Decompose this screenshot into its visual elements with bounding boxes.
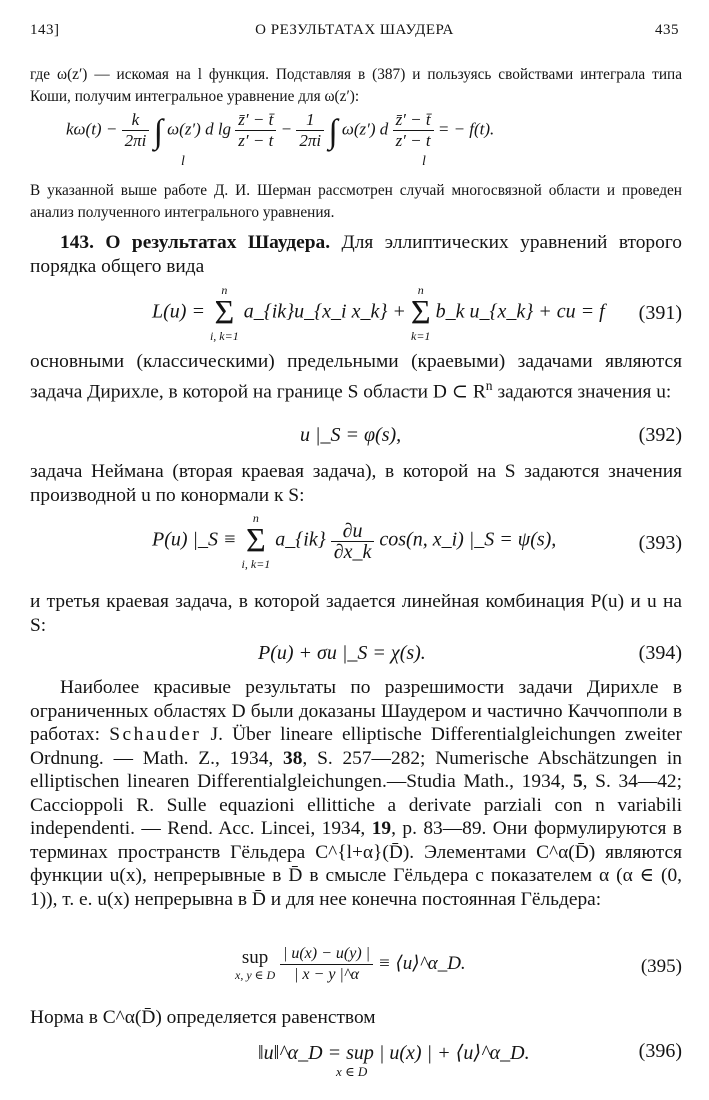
eq391-term1: a_{ik}u_{x_i x_k} + <box>243 300 406 323</box>
frac-denominator: z′ − t <box>395 131 431 150</box>
supremum <box>235 948 275 982</box>
frac-numerator: 1 <box>296 110 324 131</box>
eq394-body: P(u) + σu |_S = χ(s). <box>258 642 426 664</box>
eq392-body: u |_S = φ(s), <box>300 424 402 446</box>
reference-volume: 38 <box>283 747 303 769</box>
sum-lower-limit: k=1 <box>411 329 431 343</box>
equation-392 <box>30 424 682 452</box>
sup-subscript: x, y ∈ D <box>235 967 276 982</box>
sum-lower-limit: i, k=1 <box>209 329 239 343</box>
dirichlet-text-end: задаются значения u: <box>497 380 672 402</box>
neumann-paragraph: задача Неймана (вторая краевая задача), в которой на S задаются значения производной u по конормали к S: <box>30 461 682 506</box>
eq391-lhs: L(u) = <box>152 300 205 323</box>
equation-number: (395) <box>640 956 682 977</box>
reference-schauder: J. Über lineare elliptische Differentialgleichungen zweiter Ordnung. — Math. Z., 1934, <box>30 724 682 769</box>
equation-396 <box>30 1040 682 1086</box>
equation-394 <box>30 642 682 670</box>
sup-subscript: x ∈ D <box>336 1064 368 1079</box>
frac-denominator: 2πi <box>124 131 147 150</box>
dirichlet-text: основными (классическими) предельными (краевыми) задачами являются задача Дирихле, в которой на границе S области D ⊂ R <box>30 351 682 402</box>
equation-number: (393) <box>638 532 682 554</box>
holder-space-text: Они формулируются в терминах пространств Гёльдера C^{l+α}(D̄). Элементами C^α(D̄) являются функции u(x), непрерывные в D̄ в смысле Гёльдера с показателем α (α ∈ (0, 1)), т. е. u(x) непрерывна в D̄ и для нее конечна постоянная Гёльдера: <box>30 818 682 910</box>
eq-intro-part1: kω(t) − <box>66 119 118 139</box>
eq393-term: a_{ik} <box>275 528 326 551</box>
frac-numerator: z̄′ − t̄ <box>393 110 434 131</box>
eq396-rhs: | u(x) | + ⟨u⟩^α_D. <box>378 1042 530 1064</box>
frac-numerator: ∂u <box>331 521 375 542</box>
intro-paragraph: где ω(z′) — искомая на l функция. Подставляя в (387) и пользуясь свойствами интеграла типа Коши, получим интегральное уравнение для ω(z′): <box>30 66 682 105</box>
dirichlet-paragraph: основными (классическими) предельными (краевыми) задачами являются задача Дирихле, в которой на границе S области D ⊂ $R^n$ задаются значения u: <box>30 351 682 402</box>
page-number: 435 <box>655 22 679 38</box>
norm-paragraph: Норма в C^α(D̄) определяется равенством <box>30 1007 376 1028</box>
equation-391 <box>30 284 682 346</box>
equation-number: (392) <box>638 424 682 446</box>
equation-number: (394) <box>638 642 682 664</box>
frac-numerator: k <box>122 110 150 131</box>
equation-integral <box>30 110 682 169</box>
eq393-lhs: P(u) |_S ≡ <box>152 528 237 551</box>
frac-denominator: | x − y |^α <box>294 966 359 983</box>
equation-number: (396) <box>638 1040 682 1062</box>
section-lead: Для эллиптических уравнений второго порядка общего вида <box>30 232 682 277</box>
eq-intro-frac1 <box>122 110 150 151</box>
integral-contour-label: l <box>422 154 426 169</box>
eq-intro-part5: = − f(t). <box>437 119 495 139</box>
reference-caccioppoli: Caccioppoli R. Sulle equazioni ellittiche a derivate parziali con n variabili independenti. — Rend. Acc. Lincei, 1934, <box>30 794 682 839</box>
sup-operator: sup <box>241 946 269 968</box>
sum-symbol: n Σ k=1 <box>410 283 431 343</box>
schauder-paragraph: Наиболее красивые результаты по разрешимости задачи Дирихле в ограниченных областях D были доказаны Шаудером и частично Каччопполи в работах: Schauder J. Über lineare elliptische Differentialgleichungen zweiter Ordnung. — Math. Z., 1934, 38, S. 257—282; Numerische Abschätzungen in elliptischen linearen Differentialgleichungen.—Studia Math., 1934, 5, S. 34—42; Caccioppoli R. Sulle equazioni ellittiche a derivate parziali con n variabili independenti. — Rend. Acc. Lincei, 1934, 19, p. 83—89. Они формулируются в терминах пространств Гёльдера C^{l+α}(D̄). Элементами C^α(D̄) являются функции u(x), непрерывные в D̄ в смысле Гёльдера с показателем α (α ∈ (0, 1)), т. е. u(x) непрерывна в D̄ и для нее конечна постоянная Гёльдера: <box>30 677 683 910</box>
note-paragraph: В указанной выше работе Д. И. Шерман рассмотрен случай многосвязной области и проведен анализ полученного интегрального уравнения. <box>30 182 682 221</box>
reference-volume: 5 <box>572 771 583 792</box>
frac-denominator: 2πi <box>299 131 322 150</box>
frac-denominator: ∂x_k <box>333 540 372 563</box>
reference-pages: S. 34—42; <box>595 771 683 792</box>
integral-sign: ∫ <box>328 113 338 151</box>
section-heading: 143. О результатах Шаудера. <box>60 232 331 253</box>
equation-number: (391) <box>638 302 682 324</box>
author-schauder: Schauder <box>109 724 202 745</box>
sum-symbol: n Σ i, k=1 <box>241 511 271 571</box>
reference-pages: S. 257—282; Numerische Abschätzungen in elliptischen linearen Differentialgleichungen.—Studia Math., 1934, <box>30 747 682 792</box>
equation-395 <box>30 944 682 996</box>
sum-upper-limit: n <box>417 283 424 297</box>
integral-contour-label: l <box>181 154 185 169</box>
sum-upper-limit: n <box>221 283 228 297</box>
eq391-term2: b_k u_{x_k} + cu = f <box>435 300 605 323</box>
third-problem-paragraph: и третья краевая задача, в которой задается линейная комбинация P(u) и u на S: <box>30 591 682 636</box>
eq395-rhs: ≡ ⟨u⟩^α_D. <box>377 952 466 974</box>
eq-intro-part3: − <box>280 119 293 139</box>
holder-fraction <box>280 944 373 985</box>
reference-volume: 19 <box>371 818 392 839</box>
header-section-number: 143] <box>30 22 60 38</box>
equation-393 <box>30 512 682 580</box>
section-paragraph <box>30 231 682 278</box>
reference-pages: p. 83—89. <box>402 818 487 839</box>
frac-numerator: | u(x) − u(y) | <box>280 944 373 965</box>
frac-denominator: z′ − t <box>238 131 274 150</box>
sum-symbol: n Σ i, k=1 <box>209 283 239 343</box>
eq-intro-frac2 <box>235 110 276 151</box>
eq-intro-frac4 <box>393 110 434 151</box>
sum-upper-limit: n <box>252 511 259 525</box>
integral-sign: ∫ <box>153 113 163 151</box>
eq396-lhs: ‖u‖^α_D = sup <box>258 1042 374 1064</box>
partial-derivative-fraction <box>331 521 375 562</box>
running-title: О РЕЗУЛЬТАТАХ ШАУДЕРА <box>255 22 454 38</box>
eq-intro-part2: ω(z′) d lg <box>167 119 232 139</box>
schauder-intro: Наиболее красивые результаты по разрешимости задачи Дирихле в ограниченных областях D были доказаны Шаудером и частично Каччопполи в работах: <box>30 677 682 745</box>
frac-numerator: z̄′ − t̄ <box>235 110 276 131</box>
eq-intro-part4: ω(z′) d <box>341 119 389 139</box>
eq-intro-frac3 <box>296 110 324 151</box>
eq393-tail: cos(n, x_i) |_S = ψ(s), <box>379 528 557 551</box>
sum-lower-limit: i, k=1 <box>241 557 271 571</box>
